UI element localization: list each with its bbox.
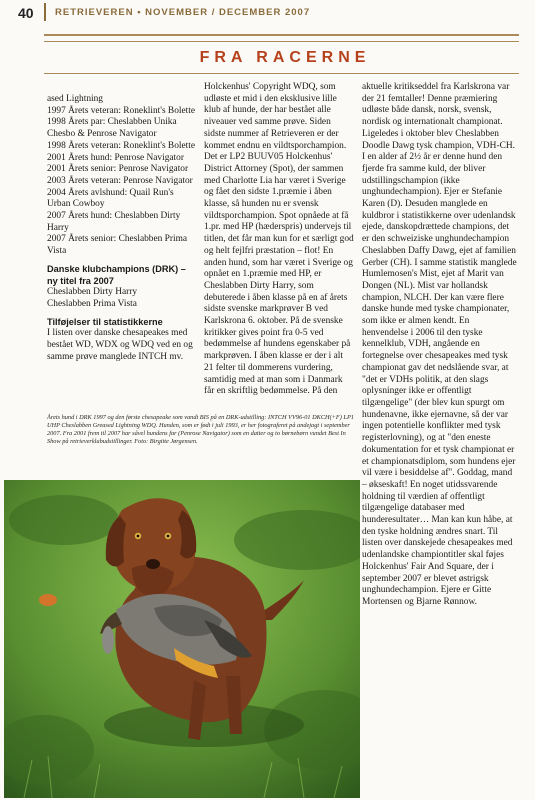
- page-header: [0, 0, 535, 28]
- body-text: aktuelle kritikseddel fra Karlskrona var der 21 femtaller! Denne præmiering udløste både dansk, norsk, svensk, nordisk og internationalt championat. Ligeledes i oktober blev Cheslabben Doodle Dawg tysk champion, VDH-CH. I en alder af 2½ år er denne hund den fjerde fra samme kuld, der bliver udstillingschampion (ikke unghundechampion). Ejer er Stefanie Karen (D). Desuden manglede en kuldbror i statistikkerne over udenlandsk ejede, danskopdrættede champions, det er den schweiziske unghundechampion Cheslabben Daffy Dawg, ejet af familien Gerber (CH). I samme statistik manglede Humlemosen's Mist, ejet af Marit van Dongen (NL). Mist var hollandsk champion, NLCH. Der kan være flere danske hunde med tyske championater, som ikke er almen kendt. En henvendelse i 2006 til den tyske kennelklub, VDH, angående en fortegnelse over chesapeakes med tysk championat gav det nedslående svar, at "det er VDHs politik, at den slags oplysninger ikke er offentligt tilgængelige" (der blev kun spurgt om hundenavne, ikke ejernavne, så der var ingen potentielle konflikter med tysk registerlovning), og at "den eneste dokumentation for et tysk championat er et championatsdiplom, som hundens ejer vil være i besiddelse af". Goddag, mand – økseskaft! En noget utidssvarende holdning til værdien af offentligt tilgængelige databaser med hunderesultater… Man kan kun håbe, at den tyske holdning ændres snart. Til listen over danskejede chesapeakes med udenlandske championtitler skal føjes Holckenhus' Fair And Square, der i september 2007 er blevet østrigsk unghundechampion. Ejere er Gitte Mortensen og Bjarne Rønnow.: [362, 82, 517, 607]
- masthead: RETRIEVEREN • NOVEMBER / DECEMBER 2007: [55, 7, 311, 18]
- body-text: Holckenhus' Copyright WDQ, som udløste et mid i den eksklusive lille klub af hunde, der har bestået alle niveauer ved samme prøve. Siden sidste nummer af Retrieveren er der kommet endnu en vildtsporchampion. Det er LP2 BUUV05 Holckenhus' District Attorney (Spot), der sammen med Charlotte Lia har været i Sverige og fået den sidste 1.præmie i åben klasse, så hunden nu er svensk vildtsporchampion. Spot opnåede at få 1.pr. med HP (hæderspris) undervejs til titlen, det får man kun for et særligt god og helt fejlfri præstation – flot! En anden hund, som har været i Sverige og opnået en 1.præmie med HP, er Cheslabben Dirty Harry, som debuterede i åben klasse på en af årets sidste svenske markprøver B ved Karlskrona 6. oktober. På de svenske kritikker gives point fra 0-5 ved bedømmelse af hundens egenskaber på markprøven. I åben klasse er der i alt 21 felter til dommerens vurdering, samtidig med at man som i Danmark får en skriftlig bedømmelse. På den: [204, 82, 354, 397]
- list-item: 2003 Årets veteran: Penrose Navigator: [47, 175, 193, 186]
- champion-item: Cheslabben Dirty Harry: [47, 287, 138, 298]
- column-2: [204, 82, 354, 398]
- chesapeake-retriever-with-duck-image: [4, 480, 360, 798]
- column-3: [362, 82, 517, 609]
- page-number: 40: [18, 5, 34, 21]
- dog-photo: [4, 480, 360, 798]
- list-item: 2004 Årets avlshund: Quail Run's Urban Cowboy: [47, 187, 174, 210]
- subheading-club-champions: Danske klubchampions (DRK) – ny titel fra 2007: [47, 263, 186, 286]
- top-rule-thin: [44, 41, 519, 42]
- list-item: 1997 Årets veteran: Roneklint's Bolette: [47, 105, 196, 116]
- list-item: 2001 Årets hund: Penrose Navigator: [47, 152, 184, 163]
- section-rule: [44, 73, 519, 74]
- list-item: 1998 Årets veteran: Roneklint's Bolette: [47, 140, 196, 151]
- list-item: 2007 Årets senior: Cheslabben Prima Vista: [47, 234, 188, 257]
- photo-caption: Årets hund i DRK 1997 og den første chesapeake som vandt BIS på en DRK-udstilling: INTCH VV96-01 DKCH(+F) LP1 UHP Cheslabben Greased Lightning WDQ. Hunden, som er født i juli 1993, er her fotograferet på andejagt i september 2007. Fra 2001 frem til 2007 har såvel hundens far (Penrose Navigator) som en datter og to børnebørn vundet Best In Show på retrieverklubudstillinger. Foto: Birgitte Jørgensen.: [47, 414, 354, 445]
- list-item: 2001 Årets senior: Penrose Navigator: [47, 164, 189, 175]
- section-title: FRA RACERNE: [199, 49, 371, 66]
- top-rule: [44, 34, 519, 36]
- list-item: ased Lightning: [47, 94, 103, 104]
- body-text: I listen over danske chesapeakes med bestået WD, WDX og WDQ ved en og samme prøve manglede INTCH mv.: [47, 328, 193, 362]
- champion-item: Cheslabben Prima Vista: [47, 298, 137, 309]
- header-divider: [44, 3, 46, 21]
- subheading-statistics: Tilføjelser til statistikkerne: [47, 316, 163, 327]
- list-item: 2007 Årets hund: Cheslabben Dirty Harry: [47, 211, 181, 233]
- column-1: [47, 94, 197, 363]
- list-item: 1998 Årets par: Cheslabben Unika Chesbo & Penrose Navigator: [47, 117, 177, 140]
